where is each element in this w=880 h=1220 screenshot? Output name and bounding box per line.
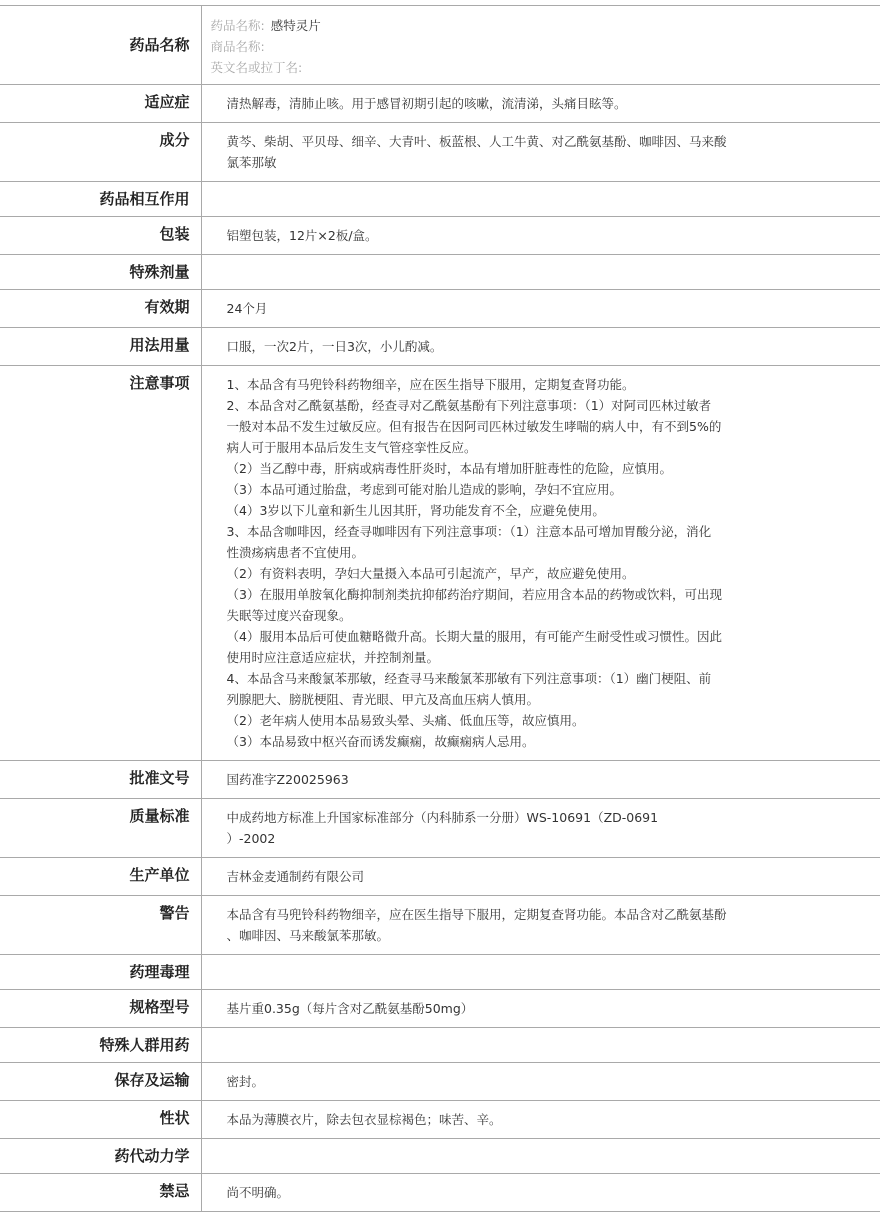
- row-special-population: [0, 1028, 880, 1063]
- row-label: 警告: [0, 896, 201, 955]
- row-value: [201, 328, 880, 366]
- value-line: （3）本品可通过胎盘，考虑到可能对胎儿造成的影响，孕妇不宜应用。: [226, 482, 622, 497]
- english-name-key: 英文名或拉丁名:: [210, 60, 303, 75]
- row-label: 生产单位: [0, 858, 201, 896]
- value-line: 性溃疡病患者不宜使用。: [226, 545, 365, 560]
- value-line: （3）本品易致中枢兴奋而诱发癫痫，故癫痫病人忌用。: [226, 734, 535, 749]
- row-contraindications: [0, 1174, 880, 1212]
- value-line: 失眠等过度兴奋现象。: [226, 608, 352, 623]
- row-value: [201, 1139, 880, 1174]
- value-line: 中成药地方标准上升国家标准部分（内科肺系一分册）WS-10691（ZD-0691: [226, 810, 659, 825]
- row-value: [201, 955, 880, 990]
- row-quality-standard: [0, 799, 880, 858]
- drug-info-body: [0, 6, 880, 1212]
- row-label: 特殊人群用药: [0, 1028, 201, 1063]
- row-specification: [0, 990, 880, 1028]
- value-line: 尚不明确。: [226, 1185, 290, 1200]
- empty-value: [227, 963, 791, 980]
- value-line: 、咖啡因、马来酸氯苯那敏。: [226, 928, 390, 943]
- row-label: 禁忌: [0, 1174, 201, 1212]
- row-value: [201, 1174, 880, 1212]
- row-value: [201, 1101, 880, 1139]
- row-description: [0, 1101, 880, 1139]
- trade-name-key: 商品名称:: [210, 39, 265, 54]
- value-line: （2）有资料表明，孕妇大量摄入本品可引起流产，早产，故应避免使用。: [226, 566, 635, 581]
- row-pharmacokinetics: [0, 1139, 880, 1174]
- row-label: 注意事项: [0, 366, 201, 761]
- row-value: [201, 182, 880, 217]
- row-warning: [0, 896, 880, 955]
- english-name-line: [211, 57, 861, 78]
- trade-name-line: [211, 36, 861, 57]
- row-value: [201, 123, 880, 182]
- row-value: [201, 1028, 880, 1063]
- row-label: 适应症: [0, 85, 201, 123]
- row-label: 药品名称: [0, 6, 201, 85]
- row-indications: [0, 85, 880, 123]
- value-line: 3、本品含咖啡因，经查寻咖啡因有下列注意事项：（1）注意本品可增加胃酸分泌，消化: [226, 524, 712, 539]
- row-storage: [0, 1063, 880, 1101]
- row-value: [201, 366, 880, 761]
- drug-info-table: [0, 5, 880, 1212]
- value-line: 1、本品含有马兜铃科药物细辛，应在医生指导下服用，定期复查肾功能。: [226, 377, 635, 392]
- value-line: （4）3岁以下儿童和新生儿因其肝，肾功能发育不全，应避免使用。: [226, 503, 605, 518]
- row-drug-name: [0, 6, 880, 85]
- value-line: 本品为薄膜衣片，除去包衣显棕褐色；味苦、辛。: [226, 1112, 502, 1127]
- row-pharmacology: [0, 955, 880, 990]
- value-line: 一般对本品不发生过敏反应。但有报告在因阿司匹林过敏发生哮喘的病人中，有不到5%的: [226, 419, 722, 434]
- row-dosage: [0, 328, 880, 366]
- generic-name-value: 感特灵片: [270, 18, 321, 33]
- row-value: [201, 290, 880, 328]
- row-approval-number: [0, 761, 880, 799]
- value-line: 氯苯那敏: [226, 155, 277, 170]
- value-line: 国药准字Z20025963: [226, 772, 349, 787]
- value-line: 本品含有马兜铃科药物细辛，应在医生指导下服用，定期复查肾功能。本品含对乙酰氨基酚: [226, 907, 727, 922]
- row-expiry: [0, 290, 880, 328]
- value-line: 使用时应注意适应症状，并控制剂量。: [226, 650, 440, 665]
- row-precautions: [0, 366, 880, 761]
- row-ingredients: [0, 123, 880, 182]
- row-value: [201, 858, 880, 896]
- value-line: 4、本品含马来酸氯苯那敏，经查寻马来酸氯苯那敏有下列注意事项：（1）幽门梗阻、前: [226, 671, 712, 686]
- row-value: [201, 6, 880, 85]
- value-line: （4）服用本品后可使血糖略微升高。长期大量的服用，有可能产生耐受性或习惯性。因此: [226, 629, 722, 644]
- row-value: [201, 255, 880, 290]
- value-line: 口服，一次2片，一日3次，小儿酌减。: [226, 339, 443, 354]
- row-label: 保存及运输: [0, 1063, 201, 1101]
- value-line: （2）当乙醇中毒，肝病或病毒性肝炎时，本品有增加肝脏毒性的危险，应慎用。: [226, 461, 672, 476]
- row-value: [201, 896, 880, 955]
- value-line: 密封。: [226, 1074, 265, 1089]
- value-line: 铝塑包装，12片×2板/盒。: [226, 228, 378, 243]
- row-interactions: [0, 182, 880, 217]
- row-manufacturer: [0, 858, 880, 896]
- generic-name-line: [211, 15, 861, 36]
- empty-value: [227, 190, 791, 207]
- row-label: 药代动力学: [0, 1139, 201, 1174]
- value-line: 清热解毒，清肺止咳。用于感冒初期引起的咳嗽，流清涕，头痛目眩等。: [226, 96, 627, 111]
- value-line: ）-2002: [226, 831, 276, 846]
- value-line: 2、本品含对乙酰氨基酚，经查寻对乙酰氨基酚有下列注意事项：（1）对阿司匹林过敏者: [226, 398, 712, 413]
- generic-name-key: 药品名称:: [210, 18, 265, 33]
- row-label: 成分: [0, 123, 201, 182]
- row-label: 特殊剂量: [0, 255, 201, 290]
- empty-value: [227, 1147, 791, 1164]
- row-value: [201, 217, 880, 255]
- row-label: 包装: [0, 217, 201, 255]
- row-value: [201, 799, 880, 858]
- value-line: 病人可于服用本品后发生支气管痉挛性反应。: [226, 440, 477, 455]
- row-packaging: [0, 217, 880, 255]
- empty-value: [227, 263, 791, 280]
- row-special-dosage: [0, 255, 880, 290]
- value-line: （2）老年病人使用本品易致头晕、头痛、低血压等，故应慎用。: [226, 713, 585, 728]
- row-label: 药品相互作用: [0, 182, 201, 217]
- value-line: （3）在服用单胺氧化酶抑制剂类抗抑郁药治疗期间，若应用含本品的药物或饮料，可出现: [226, 587, 722, 602]
- row-label: 药理毒理: [0, 955, 201, 990]
- value-line: 24个月: [226, 301, 268, 316]
- row-label: 用法用量: [0, 328, 201, 366]
- value-line: 黄芩、柴胡、平贝母、细辛、大青叶、板蓝根、人工牛黄、对乙酰氨基酚、咖啡因、马来酸: [226, 134, 727, 149]
- row-label: 规格型号: [0, 990, 201, 1028]
- row-value: [201, 1063, 880, 1101]
- row-label: 质量标准: [0, 799, 201, 858]
- row-value: [201, 761, 880, 799]
- row-label: 有效期: [0, 290, 201, 328]
- row-label: 性状: [0, 1101, 201, 1139]
- row-value: [201, 990, 880, 1028]
- empty-value: [227, 1036, 791, 1053]
- value-line: 基片重0.35g（每片含对乙酰氨基酚50mg）: [226, 1001, 474, 1016]
- row-value: [201, 85, 880, 123]
- value-line: 吉林金麦通制药有限公司: [226, 869, 365, 884]
- row-label: 批准文号: [0, 761, 201, 799]
- value-line: 列腺肥大、膀胱梗阻、青光眼、甲亢及高血压病人慎用。: [226, 692, 540, 707]
